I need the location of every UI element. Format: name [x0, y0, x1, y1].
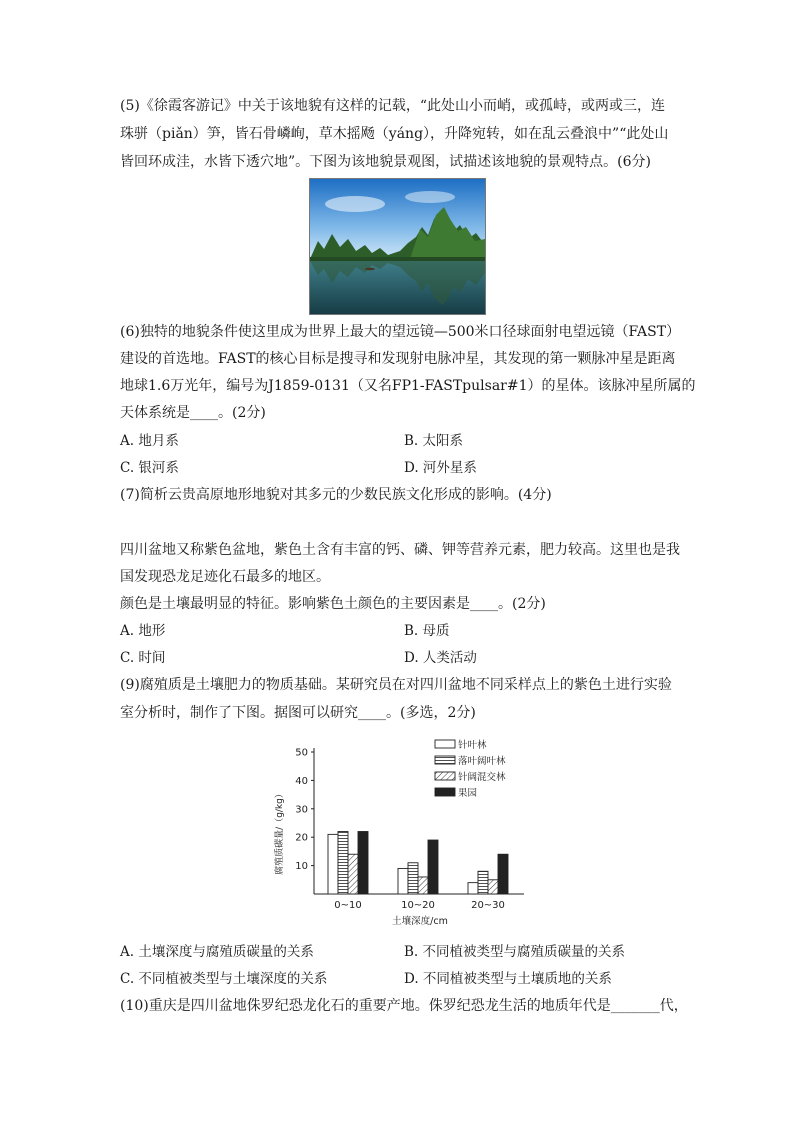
bar-4-3	[498, 854, 508, 894]
q10-line-1: (10)重庆是四川盆地侏罗纪恐龙化石的重要产地。侏罗纪恐龙生活的地质年代是_______代，	[120, 998, 688, 1014]
q5-line-1: (5)《徐霞客游记》中关于该地貌有这样的记载，“此处山小而峭，或孤峙，或两或三，连	[120, 98, 665, 114]
x-tick-label: 0~10	[334, 900, 362, 911]
y-tick-label: 20	[295, 832, 308, 844]
y-axis-label: 腐殖质碳量/（g/kg）	[275, 789, 285, 875]
q9-option-c[interactable]: C. 不同植被类型与土壤深度的关系	[120, 971, 328, 987]
q5-line-3: 皆回环成洼，水皆下透穴地”。下图为该地貌景观图，试描述该地貌的景观特点。(6分)	[120, 154, 651, 170]
legend-label-2: 落叶阔叶林	[458, 756, 506, 767]
legend-swatch-1	[435, 740, 455, 748]
q6-option-b[interactable]: B. 太阳系	[404, 433, 464, 449]
q6-option-a[interactable]: A. 地月系	[120, 433, 179, 449]
legend-label-4: 果园	[458, 788, 478, 799]
legend-swatch-2	[435, 756, 455, 764]
q9-line-2: 室分析时，制作了下图。据图可以研究____。(多选，2分)	[120, 705, 476, 721]
legend-swatch-4	[435, 788, 455, 796]
x-tick-label: 10~20	[401, 900, 435, 911]
y-tick-label: 50	[295, 747, 308, 759]
q6-line-3: 地球1.6万光年，编号为J1859-0131（又名FP1-FASTpulsar#1）的星体。该脉冲星所属的	[120, 378, 696, 394]
q7-line-1: (7)简析云贵高原地形地貌对其多元的少数民族文化形成的影响。(4分)	[120, 487, 552, 503]
bar-1-2	[398, 868, 408, 894]
q5-line-2: 珠骈（piǎn）笋，皆石骨嶙峋，草木摇飏（yáng），升降宛转，如在乱云叠浪中”“此处山	[120, 126, 669, 142]
y-tick-label: 40	[295, 775, 308, 787]
q9-option-b[interactable]: B. 不同植被类型与腐殖质碳量的关系	[404, 944, 626, 960]
passage-line-2: 国发现恐龙足迹化石最多的地区。	[120, 569, 330, 585]
q8-option-d[interactable]: D. 人类活动	[404, 650, 477, 666]
q9-option-d[interactable]: D. 不同植被类型与土壤质地的关系	[404, 971, 612, 987]
bar-2-3	[478, 871, 488, 894]
bar-3-2	[418, 877, 428, 894]
q8-option-b[interactable]: B. 母质	[404, 623, 450, 639]
q9-option-a[interactable]: A. 土壤深度与腐殖质碳量的关系	[120, 944, 314, 960]
bar-4-1	[358, 832, 368, 894]
x-axis-label: 土壤深度/cm	[392, 916, 448, 927]
q8-option-a[interactable]: A. 地形	[120, 623, 166, 639]
bar-1-1	[328, 834, 338, 894]
x-tick-label: 20~30	[471, 900, 505, 911]
legend-label-1: 针叶林	[458, 740, 487, 751]
bar-4-2	[428, 840, 438, 894]
q6-line-1: (6)独特的地貌条件使这里成为世界上最大的望远镜—500米口径球面射电望远镜（FAST）	[120, 324, 681, 340]
y-tick-label: 30	[295, 804, 308, 816]
karst-landscape-photo	[309, 178, 486, 315]
q6-line-4: 天体系统是____。(2分)	[120, 405, 266, 421]
humus-carbon-bar-chart	[262, 732, 534, 932]
bar-2-1	[338, 832, 348, 894]
q9-line-1: (9)腐殖质是土壤肥力的物质基础。某研究员在对四川盆地不同采样点上的紫色土进行实验	[120, 677, 672, 693]
bar-2-2	[408, 863, 418, 894]
passage-line-1: 四川盆地又称紫色盆地，紫色土含有丰富的钙、磷、钾等营养元素，肥力较高。这里也是我	[120, 542, 680, 558]
bar-3-3	[488, 880, 498, 894]
q6-option-c[interactable]: C. 银河系	[120, 460, 179, 476]
bar-1-3	[468, 883, 478, 894]
q6-option-d[interactable]: D. 河外星系	[404, 460, 477, 476]
q6-line-2: 建设的首选地。FAST的核心目标是搜寻和发现射电脉冲星，其发现的第一颗脉冲星是距离	[120, 351, 676, 367]
q8-option-c[interactable]: C. 时间	[120, 650, 166, 666]
y-tick-label: 10	[295, 861, 308, 873]
legend-swatch-3	[435, 772, 455, 780]
legend-label-3: 针阔混交林	[458, 772, 506, 783]
q8-line-1: 颜色是土壤最明显的特征。影响紫色土颜色的主要因素是____。(2分)	[120, 596, 546, 612]
bar-3-1	[348, 854, 358, 894]
